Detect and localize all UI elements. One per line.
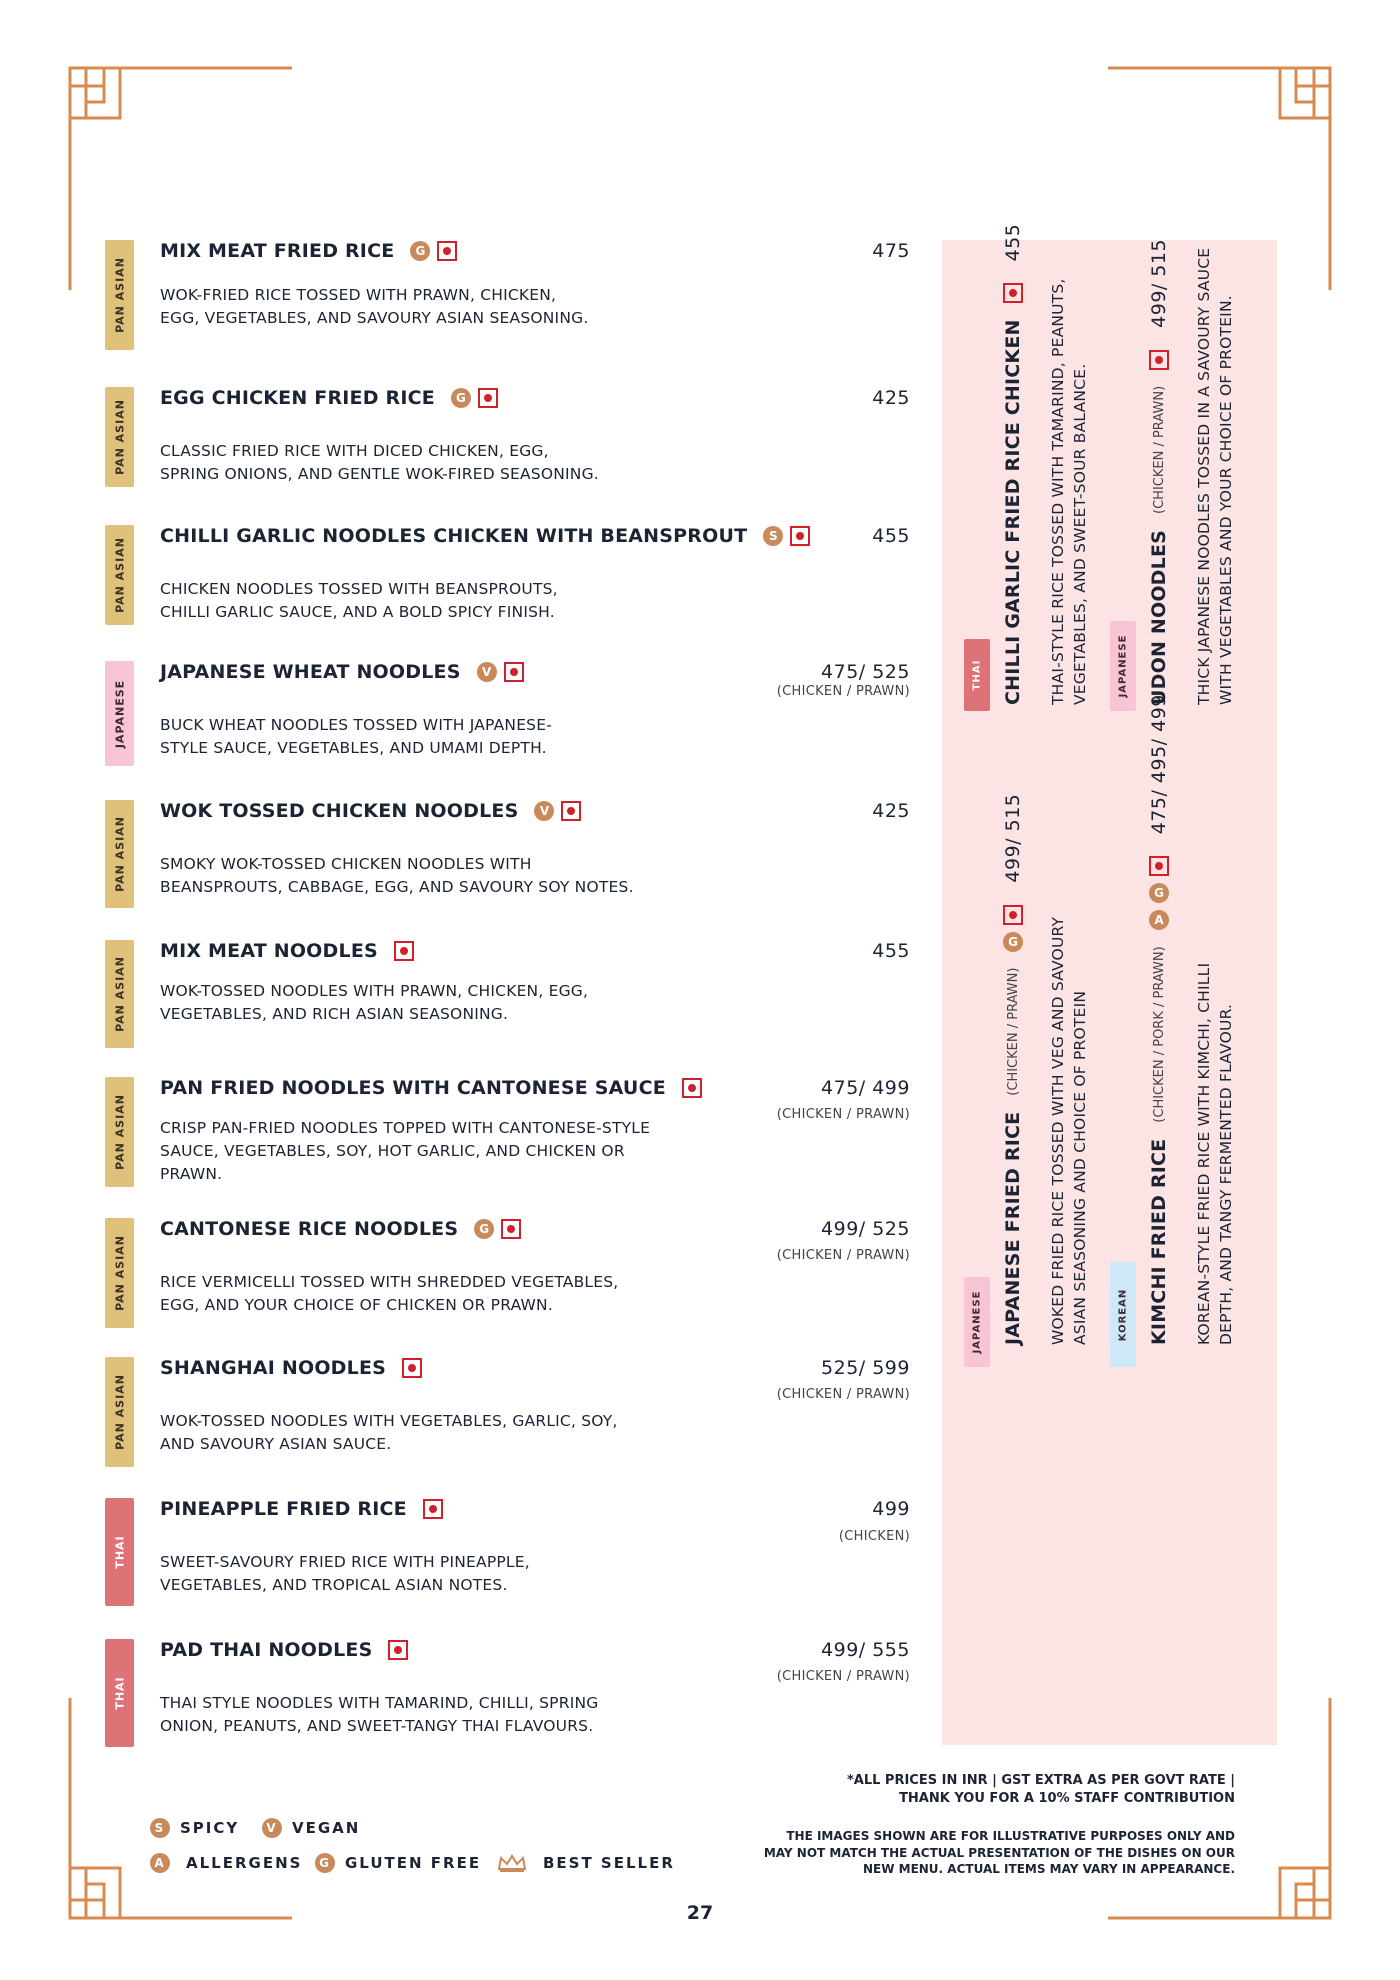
gluten-free-icon: G — [315, 1853, 335, 1873]
non-veg-mark-icon — [394, 941, 414, 961]
dish-price: 455 — [872, 525, 910, 547]
description-line: WITH VEGETABLES AND YOUR CHOICE OF PROTEIN. — [1217, 295, 1235, 705]
dish-title-row — [160, 1077, 702, 1099]
description-line: ONION, PEANUTS, AND SWEET-TANGY THAI FLAVOURS. — [160, 1717, 594, 1735]
dish-title-row — [160, 1357, 422, 1379]
gluten-free-icon: G — [1003, 932, 1023, 952]
dish-name: PAN FRIED NOODLES WITH CANTONESE SAUCE — [160, 1077, 666, 1099]
menu-item — [105, 1498, 910, 1606]
dish-description — [160, 284, 588, 330]
cuisine-tag — [105, 1498, 134, 1606]
note-line: MAY NOT MATCH THE ACTUAL PRESENTATION OF THE DISHES ON OUR — [763, 1845, 1235, 1860]
legend-best-seller — [497, 1853, 675, 1873]
non-veg-mark-icon — [402, 1358, 422, 1378]
dish-price: 499/ 515 — [1002, 793, 1024, 883]
dish-price: 455 — [872, 940, 910, 962]
panel-dish-title-row — [1148, 694, 1170, 1345]
dish-variant: (CHICKEN / PORK / PRAWN) — [1151, 946, 1167, 1123]
cuisine-tag-label: PAN ASIAN — [113, 1235, 126, 1311]
cuisine-tag-label: PAN ASIAN — [113, 257, 126, 333]
legend-label: BEST SELLER — [543, 1854, 675, 1872]
dish-variant: (CHICKEN / PRAWN) — [1005, 967, 1021, 1096]
non-veg-mark-icon — [790, 526, 810, 546]
dish-icons — [410, 241, 457, 261]
description-line: KOREAN-STYLE FRIED RICE WITH KIMCHI, CHILLI — [1195, 962, 1213, 1345]
non-veg-mark-icon — [423, 1499, 443, 1519]
cuisine-tag — [105, 940, 134, 1048]
menu-item — [105, 1218, 910, 1328]
non-veg-mark-icon — [388, 1640, 408, 1660]
cuisine-tag — [105, 1218, 134, 1328]
dish-variant: (CHICKEN / PRAWN) — [1151, 385, 1167, 514]
dish-title-row — [160, 387, 498, 409]
menu-item — [105, 525, 910, 625]
description-line: BEANSPROUTS, CABBAGE, EGG, AND SAVOURY SOY NOTES. — [160, 878, 634, 896]
non-veg-mark-icon — [561, 801, 581, 821]
dish-name: CHILLI GARLIC NOODLES CHICKEN WITH BEANSPROUT — [160, 525, 748, 547]
dish-description — [160, 440, 599, 486]
dish-title-row — [160, 1639, 408, 1661]
dish-price: 475 — [872, 240, 910, 262]
dish-description — [1047, 278, 1091, 705]
dish-name: MIX MEAT NOODLES — [160, 940, 378, 962]
note-line: THE IMAGES SHOWN ARE FOR ILLUSTRATIVE PURPOSES ONLY AND — [786, 1829, 1235, 1843]
non-veg-mark-icon — [504, 662, 524, 682]
dish-icons — [1003, 283, 1023, 303]
spicy-icon: S — [763, 526, 783, 546]
description-line: DEPTH, AND TANGY FERMENTED FLAVOUR. — [1217, 1003, 1235, 1345]
description-line: CLASSIC FRIED RICE WITH DICED CHICKEN, EGG, — [160, 442, 549, 460]
cuisine-tag — [105, 525, 134, 625]
cuisine-tag-label: THAI — [113, 1676, 126, 1710]
menu-item — [105, 1639, 910, 1747]
dish-icons — [451, 388, 498, 408]
dish-icons — [388, 1640, 408, 1660]
menu-item — [105, 240, 910, 350]
dish-price: 475/ 525 — [821, 661, 910, 683]
dish-title-row — [160, 1218, 521, 1240]
description-line: WOKED FRIED RICE TOSSED WITH VEG AND SAVOURY — [1049, 916, 1067, 1345]
legend-label: SPICY — [180, 1819, 240, 1837]
panel-dish-title-row — [1148, 239, 1170, 705]
dish-title-row — [160, 240, 457, 262]
cuisine-tag-label: PAN ASIAN — [113, 816, 126, 892]
dish-price: 499/ 515 — [1148, 238, 1170, 328]
dish-price: 475/ 499 — [821, 1077, 910, 1099]
menu-item — [105, 940, 910, 1048]
dish-name: JAPANESE WHEAT NOODLES — [160, 661, 461, 683]
price-note — [847, 1772, 1235, 1808]
dish-title-row — [160, 800, 581, 822]
dish-price: 455 — [1002, 223, 1024, 262]
dish-name: JAPANESE FRIED RICE — [1002, 1111, 1024, 1345]
panel-dish-title-row — [1002, 794, 1024, 1345]
dish-icons — [474, 1219, 521, 1239]
dish-icons — [1003, 905, 1023, 952]
legend-vegan — [262, 1818, 360, 1838]
dish-icons — [682, 1078, 702, 1098]
dish-description — [160, 1271, 618, 1317]
note-line: NEW MENU. ACTUAL ITEMS MAY VARY IN APPEARANCE. — [862, 1862, 1235, 1876]
dish-icons — [477, 662, 524, 682]
dish-description — [160, 1117, 650, 1186]
cuisine-tag-label: PAN ASIAN — [113, 399, 126, 475]
menu-item — [105, 800, 910, 908]
dish-title-row — [160, 1498, 443, 1520]
gluten-free-icon: G — [410, 241, 430, 261]
dish-price: 499/ 555 — [821, 1639, 910, 1661]
description-line: ASIAN SEASONING AND CHOICE OF PROTEIN — [1071, 990, 1089, 1345]
cuisine-tag-label: JAPANESE — [1117, 634, 1129, 698]
vegan-icon: V — [477, 662, 497, 682]
cuisine-tag-label: THAI — [113, 1535, 126, 1569]
non-veg-mark-icon — [682, 1078, 702, 1098]
dish-description — [160, 853, 634, 899]
cuisine-tag — [105, 661, 134, 766]
description-line: EGG, AND YOUR CHOICE OF CHICKEN OR PRAWN. — [160, 1296, 553, 1314]
dish-description — [1193, 248, 1237, 705]
dish-price: 425 — [872, 387, 910, 409]
description-line: WOK-FRIED RICE TOSSED WITH PRAWN, CHICKEN, — [160, 286, 557, 304]
note-line: *ALL PRICES IN INR | GST EXTRA AS PER GOVT RATE | — [846, 1773, 1235, 1788]
cuisine-tag — [105, 1639, 134, 1747]
dish-title-row — [160, 661, 524, 683]
description-line: THAI-STYLE RICE TOSSED WITH TAMARIND, PEANUTS, — [1049, 278, 1067, 705]
description-line: THAI STYLE NOODLES WITH TAMARIND, CHILLI, SPRING — [160, 1694, 599, 1712]
dish-description — [160, 1692, 598, 1738]
description-line: PRAWN. — [160, 1165, 223, 1183]
dish-name: EGG CHICKEN FRIED RICE — [160, 387, 435, 409]
description-line: WOK-TOSSED NOODLES WITH VEGETABLES, GARLIC, SOY, — [160, 1412, 618, 1430]
dish-name: SHANGHAI NOODLES — [160, 1357, 387, 1379]
dish-description — [160, 1410, 618, 1456]
dish-description — [160, 578, 558, 624]
dish-icons — [402, 1358, 422, 1378]
dish-name: CANTONESE RICE NOODLES — [160, 1218, 459, 1240]
cuisine-tag-label: PAN ASIAN — [113, 537, 126, 613]
dish-name: PAD THAI NOODLES — [160, 1639, 373, 1661]
page-number: 27 — [686, 1902, 714, 1924]
image-note — [764, 1828, 1235, 1878]
description-line: RICE VERMICELLI TOSSED WITH SHREDDED VEGETABLES, — [160, 1273, 619, 1291]
dish-variant: (CHICKEN / PRAWN) — [776, 684, 910, 699]
dish-title-row — [160, 525, 810, 547]
menu-item — [105, 661, 910, 766]
description-line: VEGETABLES, AND SWEET-SOUR BALANCE. — [1071, 363, 1089, 705]
dish-price: 499 — [872, 1498, 910, 1520]
description-line: AND SAVOURY ASIAN SAUCE. — [160, 1435, 392, 1453]
dish-description — [1047, 917, 1091, 1345]
legend-allergens — [150, 1853, 302, 1873]
legend-label: GLUTEN FREE — [345, 1854, 482, 1872]
dish-price: 525/ 599 — [821, 1357, 910, 1379]
dish-name: MIX MEAT FRIED RICE — [160, 240, 395, 262]
dish-name: WOK TOSSED CHICKEN NOODLES — [160, 800, 519, 822]
gluten-free-icon: G — [451, 388, 471, 408]
dish-price: 425 — [872, 800, 910, 822]
dish-name: PINEAPPLE FRIED RICE — [160, 1498, 407, 1520]
dish-title-row — [160, 940, 414, 962]
description-line: THICK JAPANESE NOODLES TOSSED IN A SAVOURY SAUCE — [1195, 247, 1213, 705]
cuisine-tag — [964, 639, 990, 711]
description-line: WOK-TOSSED NOODLES WITH PRAWN, CHICKEN, EGG, — [160, 982, 589, 1000]
allergens-icon: A — [1149, 910, 1169, 930]
description-line: SMOKY WOK-TOSSED CHICKEN NOODLES WITH — [160, 855, 532, 873]
non-veg-mark-icon — [501, 1219, 521, 1239]
description-line: SPRING ONIONS, AND GENTLE WOK-FIRED SEASONING. — [160, 465, 599, 483]
cuisine-tag-label: JAPANESE — [113, 679, 126, 748]
featured-panel — [942, 223, 1277, 1745]
dish-variant: (CHICKEN / PRAWN) — [776, 1669, 910, 1684]
dish-icons — [534, 801, 581, 821]
cuisine-tag — [1110, 1262, 1136, 1367]
cuisine-tag — [105, 240, 134, 350]
non-veg-mark-icon — [1003, 905, 1023, 925]
dish-price: 475/ 495/ 499 — [1148, 694, 1170, 835]
dish-variant: (CHICKEN / PRAWN) — [776, 1107, 910, 1122]
cuisine-tag — [105, 800, 134, 908]
description-line: CRISP PAN-FRIED NOODLES TOPPED WITH CANTONESE-STYLE — [160, 1119, 651, 1137]
menu-item — [105, 1077, 910, 1187]
dish-description — [160, 714, 552, 760]
dish-icons — [1149, 350, 1169, 370]
dish-variant: (CHICKEN / PRAWN) — [776, 1248, 910, 1263]
menu-item — [105, 387, 910, 487]
cuisine-tag-label: PAN ASIAN — [113, 1094, 126, 1170]
cuisine-tag-label: PAN ASIAN — [113, 956, 126, 1032]
menu-item — [105, 1357, 910, 1467]
note-line: THANK YOU FOR A 10% STAFF CONTRIBUTION — [899, 1791, 1235, 1806]
non-veg-mark-icon — [1003, 283, 1023, 303]
legend-label: VEGAN — [292, 1819, 361, 1837]
dish-icons — [423, 1499, 443, 1519]
dish-description — [160, 980, 588, 1026]
legend-spicy — [150, 1818, 239, 1838]
dish-variant: (CHICKEN) — [838, 1529, 910, 1544]
cuisine-tag — [964, 1277, 990, 1367]
description-line: BUCK WHEAT NOODLES TOSSED WITH JAPANESE- — [160, 716, 553, 734]
cuisine-tag-label: KOREAN — [1117, 1288, 1129, 1341]
description-line: CHILLI GARLIC SAUCE, AND A BOLD SPICY FINISH. — [160, 603, 555, 621]
allergens-icon: A — [150, 1853, 170, 1873]
vegan-icon: V — [534, 801, 554, 821]
dish-icons — [394, 941, 414, 961]
spicy-icon: S — [150, 1818, 170, 1838]
dish-description — [1193, 963, 1237, 1345]
cuisine-tag-label: JAPANESE — [971, 1290, 983, 1354]
gluten-free-icon: G — [474, 1219, 494, 1239]
vegan-icon: V — [262, 1818, 282, 1838]
description-line: VEGETABLES, AND TROPICAL ASIAN NOTES. — [160, 1576, 508, 1594]
cuisine-tag — [105, 1077, 134, 1187]
legend-label: ALLERGENS — [186, 1854, 303, 1872]
dish-description — [160, 1551, 530, 1597]
dish-icons — [763, 526, 810, 546]
dish-price: 499/ 525 — [821, 1218, 910, 1240]
dish-icons — [1149, 856, 1169, 930]
dish-name: UDON NOODLES — [1148, 529, 1170, 705]
cuisine-tag-label: PAN ASIAN — [113, 1374, 126, 1450]
crown-icon — [497, 1853, 527, 1873]
cuisine-tag-label: THAI — [971, 659, 983, 691]
description-line: EGG, VEGETABLES, AND SAVOURY ASIAN SEASONING. — [160, 309, 589, 327]
gluten-free-icon: G — [1149, 883, 1169, 903]
non-veg-mark-icon — [437, 241, 457, 261]
description-line: STYLE SAUCE, VEGETABLES, AND UMAMI DEPTH. — [160, 739, 547, 757]
cuisine-tag — [1110, 621, 1136, 711]
cuisine-tag — [105, 387, 134, 487]
dish-variant: (CHICKEN / PRAWN) — [776, 1387, 910, 1402]
description-line: SAUCE, VEGETABLES, SOY, HOT GARLIC, AND CHICKEN OR — [160, 1142, 625, 1160]
dish-name: KIMCHI FRIED RICE — [1148, 1138, 1170, 1345]
description-line: CHICKEN NOODLES TOSSED WITH BEANSPROUTS, — [160, 580, 558, 598]
description-line: SWEET-SAVOURY FRIED RICE WITH PINEAPPLE, — [160, 1553, 530, 1571]
dish-name: CHILLI GARLIC FRIED RICE CHICKEN — [1002, 319, 1024, 705]
panel-dish-title-row — [1002, 224, 1024, 705]
non-veg-mark-icon — [1149, 856, 1169, 876]
description-line: VEGETABLES, AND RICH ASIAN SEASONING. — [160, 1005, 509, 1023]
non-veg-mark-icon — [1149, 350, 1169, 370]
legend-gluten-free — [315, 1853, 481, 1873]
non-veg-mark-icon — [478, 388, 498, 408]
cuisine-tag — [105, 1357, 134, 1467]
